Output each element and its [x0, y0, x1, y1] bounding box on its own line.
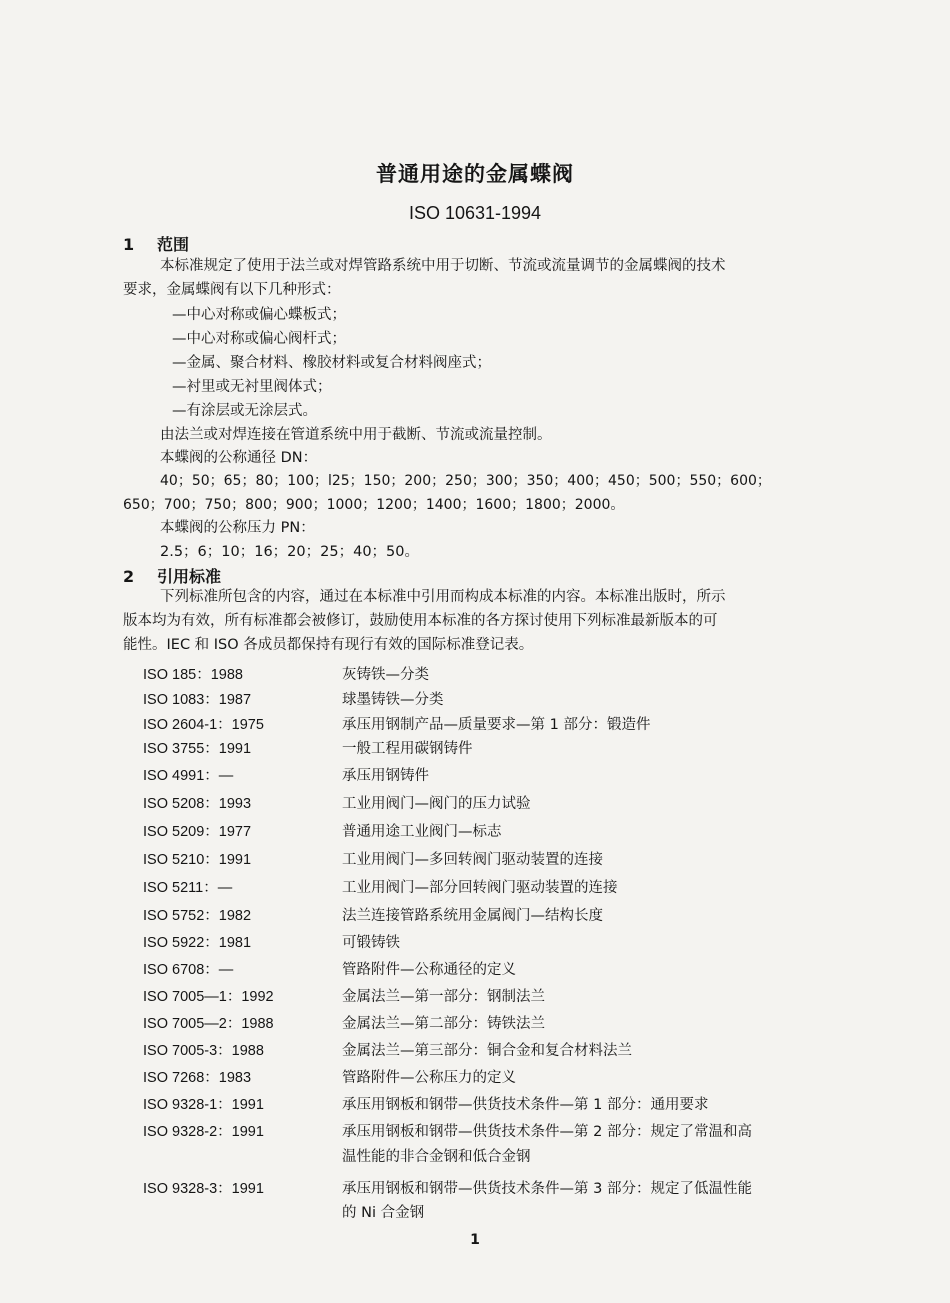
- reference-code: ISO 2604-1：1975: [143, 717, 264, 733]
- reference-title-continued: 的 Ni 合金钢: [342, 1205, 425, 1221]
- reference-code: ISO 6708：—: [143, 962, 234, 978]
- usage-text: 由法兰或对焊连接在管道系统中用于截断、节流或流量控制。: [160, 427, 552, 443]
- pn-label: 本蝶阀的公称压力 PN：: [160, 520, 315, 536]
- reference-code: ISO 7005—1：1992: [143, 989, 274, 1005]
- reference-title: 普通用途工业阀门—标志: [342, 824, 502, 840]
- page-number: 1: [470, 1232, 480, 1248]
- section-2-number: 2: [123, 567, 135, 586]
- reference-title: 承压用钢制产品—质量要求—第 1 部分：锻造件: [342, 717, 651, 733]
- document-title: 普通用途的金属蝶阀: [376, 162, 574, 186]
- reference-title: 金属法兰—第二部分：铸铁法兰: [342, 1016, 545, 1032]
- section-1-number: 1: [123, 235, 135, 254]
- dn-values-line-2: 650；700；750；800；900；1000；1200；1400；1600；1800；2000。: [123, 497, 625, 513]
- reference-title: 金属法兰—第三部分：铜合金和复合材料法兰: [342, 1043, 632, 1059]
- form-item: —有涂层或无涂层式。: [172, 403, 317, 419]
- reference-title: 承压用钢铸件: [342, 768, 429, 784]
- form-item: —金属、聚合材料、橡胶材料或复合材料阀座式；: [172, 355, 491, 371]
- reference-code: ISO 5209：1977: [143, 824, 252, 840]
- reference-code: ISO 5208：1993: [143, 796, 252, 812]
- reference-title: 可锻铸铁: [342, 935, 400, 951]
- reference-code: ISO 3755：1991: [143, 741, 252, 757]
- reference-title: 一般工程用碳钢铸件: [342, 741, 473, 757]
- reference-code: ISO 9328-3：1991: [143, 1181, 264, 1197]
- reference-title: 承压用钢板和钢带—供货技术条件—第 2 部分：规定了常温和高: [342, 1124, 752, 1140]
- reference-title: 承压用钢板和钢带—供货技术条件—第 1 部分：通用要求: [342, 1097, 709, 1113]
- reference-title: 金属法兰—第一部分：钢制法兰: [342, 989, 545, 1005]
- reference-title-continued: 温性能的非合金钢和低合金钢: [342, 1149, 531, 1165]
- reference-code: ISO 5922：1981: [143, 935, 252, 951]
- section-2-para-line-1: 下列标准所包含的内容，通过在本标准中引用而构成本标准的内容。本标准出版时，所示: [160, 589, 726, 605]
- form-item: —中心对称或偏心蝶板式；: [172, 307, 346, 323]
- reference-title: 法兰连接管路系统用金属阀门—结构长度: [342, 908, 603, 924]
- reference-code: ISO 9328-2：1991: [143, 1124, 264, 1140]
- dn-values-line-1: 40；50；65；80；100；l25；150；200；250；300；350；400；450；500；550；600；: [160, 473, 771, 489]
- reference-code: ISO 9328-1：1991: [143, 1097, 264, 1113]
- form-item: —衬里或无衬里阀体式；: [172, 379, 332, 395]
- reference-title: 灰铸铁—分类: [342, 667, 429, 683]
- section-2-para-line-2: 版本均为有效，所有标准都会被修订，鼓励使用本标准的各方探讨使用下列标准最新版本的可: [123, 613, 718, 629]
- section-1-para-line-2: 要求，金属蝶阀有以下几种形式：: [123, 282, 341, 298]
- section-1-title: 范围: [157, 235, 190, 254]
- reference-title: 承压用钢板和钢带—供货技术条件—第 3 部分：规定了低温性能: [342, 1181, 752, 1197]
- reference-title: 管路附件—公称通径的定义: [342, 962, 516, 978]
- reference-title: 工业用阀门—多回转阀门驱动装置的连接: [342, 852, 603, 868]
- section-2-title: 引用标准: [157, 567, 222, 586]
- dn-label: 本蝶阀的公称通径 DN：: [160, 450, 318, 466]
- reference-title: 球墨铸铁—分类: [342, 692, 444, 708]
- reference-code: ISO 5211：—: [143, 880, 233, 896]
- reference-code: ISO 5752：1982: [143, 908, 252, 924]
- reference-code: ISO 185：1988: [143, 667, 243, 683]
- section-1-para-line-1: 本标准规定了使用于法兰或对焊管路系统中用于切断、节流或流量调节的金属蝶阀的技术: [160, 258, 726, 274]
- reference-title: 管路附件—公称压力的定义: [342, 1070, 516, 1086]
- reference-code: ISO 5210：1991: [143, 852, 252, 868]
- reference-title: 工业用阀门—阀门的压力试验: [342, 796, 531, 812]
- reference-code: ISO 4991：—: [143, 768, 234, 784]
- reference-code: ISO 1083：1987: [143, 692, 252, 708]
- reference-code: ISO 7005—2：1988: [143, 1016, 274, 1032]
- reference-code: ISO 7005-3：1988: [143, 1043, 264, 1059]
- form-item: —中心对称或偏心阀杆式；: [172, 331, 346, 347]
- pn-values: 2.5；6；10；16；20；25；40；50。: [160, 544, 419, 560]
- reference-title: 工业用阀门—部分回转阀门驱动装置的连接: [342, 880, 618, 896]
- section-2-heading: [123, 564, 221, 587]
- section-1-heading: [123, 232, 189, 255]
- section-2-para-line-3: 能性。IEC 和 ISO 各成员都保持有现行有效的国际标准登记表。: [123, 637, 534, 653]
- standard-number: ISO 10631-1994: [408, 203, 542, 223]
- reference-code: ISO 7268：1983: [143, 1070, 252, 1086]
